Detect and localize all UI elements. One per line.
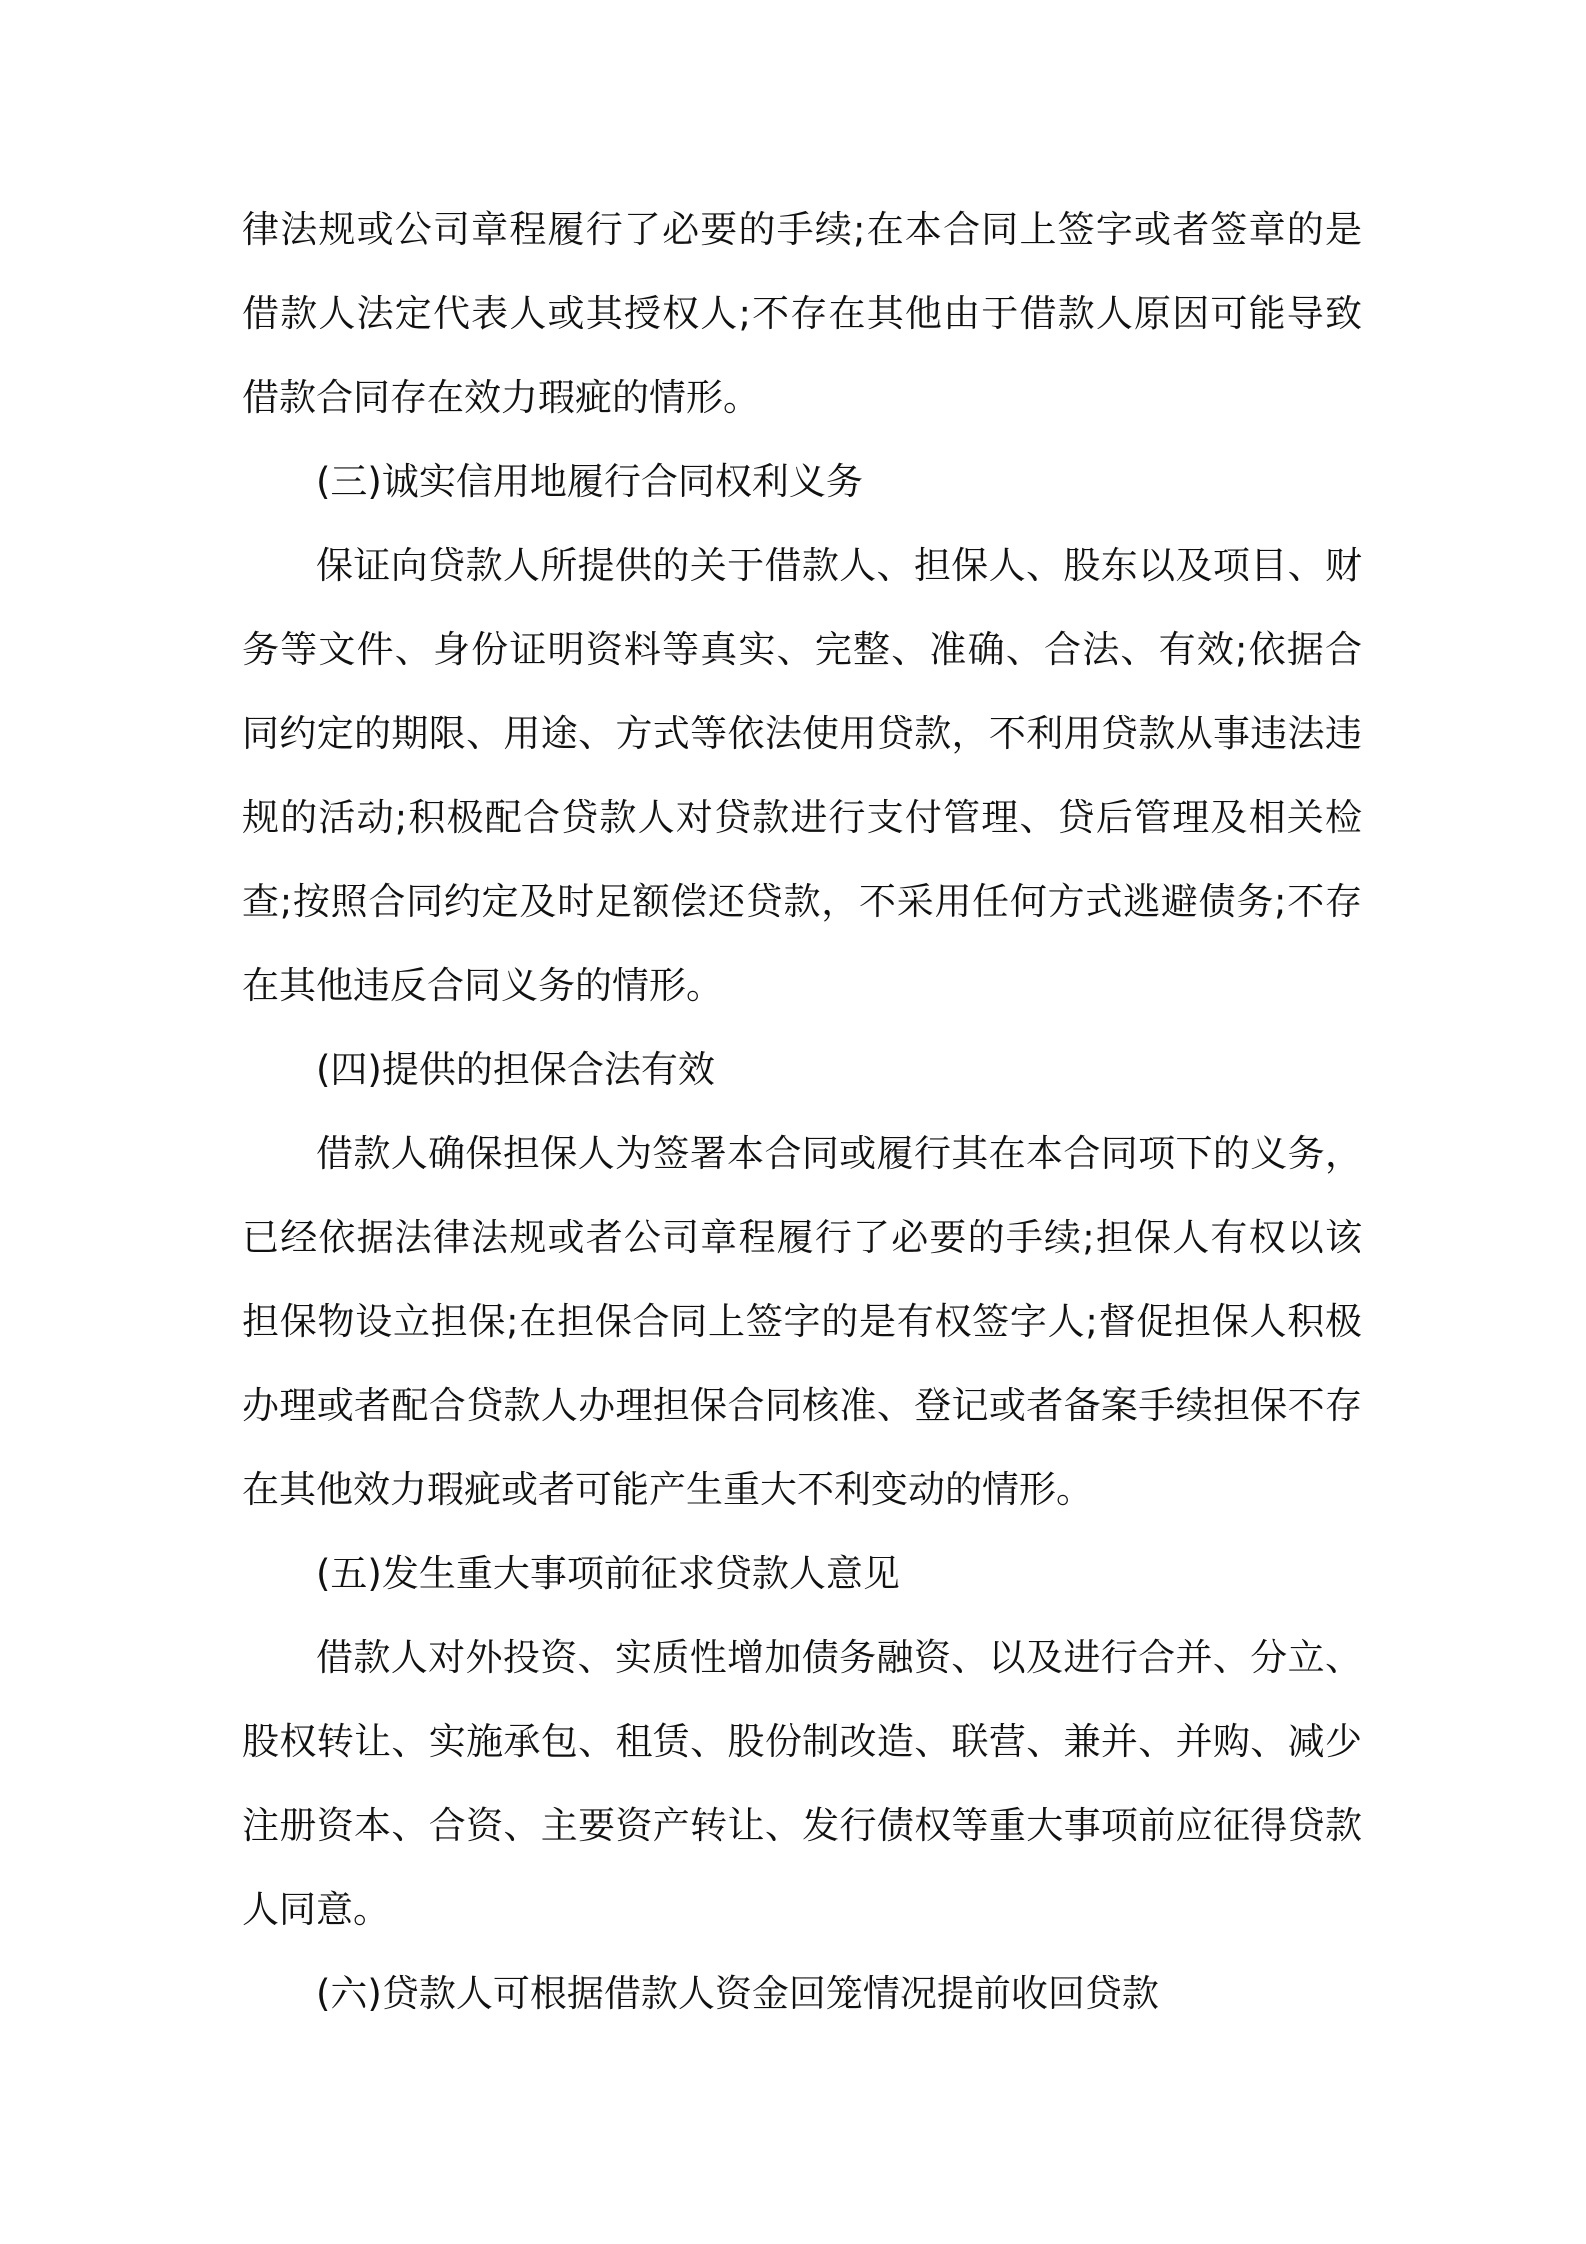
text-line: 同约定的期限、用途、方式等依法使用贷款，不利用贷款从事违法违 [242,712,1362,755]
text-line: 人同意。 [242,1888,390,1931]
text-line: 已经依据法律法规或者公司章程履行了必要的手续;担保人有权以该 [242,1216,1362,1259]
text-line: 保证向贷款人所提供的关于借款人、担保人、股东以及项目、财 [316,544,1362,587]
text-line: 借款合同存在效力瑕疵的情形。 [242,376,760,419]
text-line: 在其他违反合同义务的情形。 [242,964,723,1007]
section-heading: (三)诚实信用地履行合同权利义务 [316,460,863,503]
text-line: 股权转让、实施承包、租赁、股份制改造、联营、兼并、并购、减少 [242,1720,1362,1763]
text-line: 借款人对外投资、实质性增加债务融资、以及进行合并、分立、 [316,1636,1362,1679]
section-heading: (四)提供的担保合法有效 [316,1048,715,1091]
text-line: 律法规或公司章程履行了必要的手续;在本合同上签字或者签章的是 [242,208,1362,251]
text-line: 规的活动;积极配合贷款人对贷款进行支付管理、贷后管理及相关检 [242,796,1362,839]
text-line: 借款人确保担保人为签署本合同或履行其在本合同项下的义务， [316,1132,1362,1175]
text-line: 担保物设立担保;在担保合同上签字的是有权签字人;督促担保人积极 [242,1300,1362,1343]
section-heading: (六)贷款人可根据借款人资金回笼情况提前收回贷款 [316,1972,1159,2015]
text-line: 在其他效力瑕疵或者可能产生重大不利变动的情形。 [242,1468,1093,1511]
text-line: 务等文件、身份证明资料等真实、完整、准确、合法、有效;依据合 [242,628,1362,671]
text-line: 借款人法定代表人或其授权人;不存在其他由于借款人原因可能导致 [242,292,1362,335]
text-line: 查;按照合同约定及时足额偿还贷款，不采用任何方式逃避债务;不存 [242,880,1362,923]
text-line: 注册资本、合资、主要资产转让、发行债权等重大事项前应征得贷款 [242,1804,1362,1847]
section-heading: (五)发生重大事项前征求贷款人意见 [316,1552,900,1595]
text-line: 办理或者配合贷款人办理担保合同核准、登记或者备案手续担保不存 [242,1384,1362,1427]
